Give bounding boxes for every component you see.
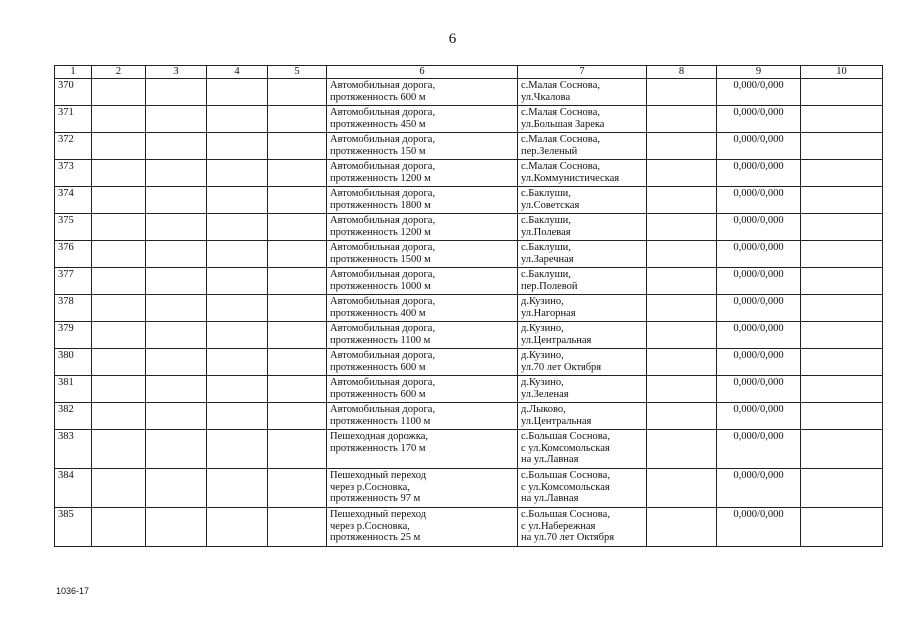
row-number-cell: 384	[55, 469, 92, 508]
empty-cell	[268, 214, 327, 241]
address-cell	[518, 403, 647, 430]
object-name-line: протяженность 450 м	[330, 118, 426, 130]
table-row	[55, 106, 883, 133]
empty-cell	[801, 349, 883, 376]
empty-cell	[207, 295, 268, 322]
empty-cell	[146, 214, 207, 241]
empty-cell	[207, 430, 268, 469]
empty-cell	[268, 295, 327, 322]
value-cell: 0,000/0,000	[717, 79, 801, 106]
object-name-cell	[327, 403, 518, 430]
address-line: д.Кузино,	[521, 377, 564, 388]
empty-cell	[647, 295, 717, 322]
table-row	[55, 430, 883, 469]
empty-cell	[268, 376, 327, 403]
address-cell	[518, 187, 647, 214]
empty-cell	[207, 322, 268, 349]
address-line: д.Кузино,	[521, 296, 564, 307]
address-line: ул.Коммунистическая	[521, 172, 620, 184]
object-name-line: протяженность 1500 м	[330, 253, 431, 265]
address-cell	[518, 376, 647, 403]
empty-cell	[207, 133, 268, 160]
empty-cell	[268, 430, 327, 469]
empty-cell	[268, 133, 327, 160]
table-body	[55, 79, 883, 547]
object-name-line: протяженность 1100 м	[330, 334, 431, 346]
address-line: ул.Центральная	[521, 415, 592, 427]
table-row	[55, 469, 883, 508]
object-name-line: через р.Сосновка,	[330, 481, 410, 493]
empty-cell	[146, 187, 207, 214]
page-number: 6	[448, 31, 457, 47]
empty-cell	[268, 160, 327, 187]
address-line: с.Баклуши,	[521, 269, 571, 280]
value-cell: 0,000/0,000	[717, 187, 801, 214]
row-number-cell: 379	[55, 322, 92, 349]
empty-cell	[801, 187, 883, 214]
empty-cell	[207, 214, 268, 241]
object-name-cell	[327, 469, 518, 508]
address-line: ул.Большая Зарека	[521, 118, 605, 130]
empty-cell	[146, 469, 207, 508]
empty-cell	[146, 160, 207, 187]
object-name-cell	[327, 508, 518, 547]
table-row	[55, 349, 883, 376]
table-row	[55, 214, 883, 241]
address-line: с.Большая Сосновa,	[521, 470, 610, 481]
object-name-line: протяженность 1000 м	[330, 280, 431, 292]
empty-cell	[647, 403, 717, 430]
address-line: ул.70 лет Октября	[521, 361, 602, 373]
empty-cell	[92, 133, 146, 160]
empty-cell	[92, 160, 146, 187]
row-number-cell: 376	[55, 241, 92, 268]
table-row	[55, 376, 883, 403]
object-name-line: протяженность 25 м	[330, 532, 421, 543]
row-number-cell: 373	[55, 160, 92, 187]
empty-cell	[268, 322, 327, 349]
address-line: ул.Центральная	[521, 334, 592, 346]
address-line: д.Лыково,	[521, 404, 566, 415]
empty-cell	[268, 268, 327, 295]
empty-cell	[801, 508, 883, 547]
empty-cell	[801, 403, 883, 430]
object-name-cell	[327, 187, 518, 214]
object-name-cell	[327, 106, 518, 133]
empty-cell	[146, 79, 207, 106]
empty-cell	[647, 430, 717, 469]
value-cell: 0,000/0,000	[717, 295, 801, 322]
empty-cell	[92, 508, 146, 547]
empty-cell	[92, 430, 146, 469]
table-row	[55, 133, 883, 160]
empty-cell	[207, 469, 268, 508]
address-line: ул.Советская	[521, 199, 580, 211]
address-line: с.Малая Сосновa,	[521, 107, 601, 118]
address-cell	[518, 133, 647, 160]
row-number-cell: 372	[55, 133, 92, 160]
object-name-line: Автомобильная дорога,	[330, 350, 436, 361]
empty-cell	[801, 79, 883, 106]
object-name-line: протяженность 1200 м	[330, 226, 431, 238]
row-number-cell: 374	[55, 187, 92, 214]
empty-cell	[92, 241, 146, 268]
table-row	[55, 322, 883, 349]
object-name-cell	[327, 430, 518, 469]
empty-cell	[146, 133, 207, 160]
empty-cell	[92, 376, 146, 403]
empty-cell	[801, 106, 883, 133]
empty-cell	[647, 133, 717, 160]
object-name-cell	[327, 133, 518, 160]
address-line: ул.Нагорная	[521, 307, 576, 319]
empty-cell	[92, 469, 146, 508]
object-name-line: Автомобильная дорога,	[330, 134, 436, 145]
object-name-line: протяженность 400 м	[330, 307, 426, 319]
address-line: с.Баклуши,	[521, 188, 571, 199]
row-number-cell: 380	[55, 349, 92, 376]
object-name-line: протяженность 170 м	[330, 442, 426, 454]
address-line: на ул.Лавная	[521, 493, 579, 504]
object-name-line: протяженность 1200 м	[330, 172, 431, 184]
empty-cell	[146, 241, 207, 268]
value-cell: 0,000/0,000	[717, 322, 801, 349]
row-number-cell: 382	[55, 403, 92, 430]
object-name-line: Автомобильная дорога,	[330, 107, 436, 118]
empty-cell	[647, 508, 717, 547]
empty-cell	[268, 106, 327, 133]
value-cell: 0,000/0,000	[717, 403, 801, 430]
object-name-line: протяженность 600 м	[330, 361, 426, 373]
empty-cell	[207, 187, 268, 214]
empty-cell	[801, 295, 883, 322]
table-row	[55, 79, 883, 106]
object-name-line: Автомобильная дорога,	[330, 269, 436, 280]
empty-cell	[801, 160, 883, 187]
value-cell: 0,000/0,000	[717, 106, 801, 133]
address-line: на ул.70 лет Октября	[521, 532, 615, 543]
empty-cell	[146, 268, 207, 295]
empty-cell	[268, 349, 327, 376]
empty-cell	[647, 268, 717, 295]
empty-cell	[207, 106, 268, 133]
column-header: 10	[801, 66, 883, 79]
value-cell: 0,000/0,000	[717, 160, 801, 187]
object-name-line: протяженность 1800 м	[330, 199, 431, 211]
column-header: 3	[146, 66, 207, 79]
object-name-line: Автомобильная дорога,	[330, 80, 436, 91]
address-cell	[518, 295, 647, 322]
table-row	[55, 268, 883, 295]
column-header: 9	[717, 66, 801, 79]
column-header: 1	[55, 66, 92, 79]
empty-cell	[207, 79, 268, 106]
address-cell	[518, 241, 647, 268]
table-row	[55, 160, 883, 187]
address-cell	[518, 469, 647, 508]
empty-cell	[146, 295, 207, 322]
address-line: с.Баклуши,	[521, 215, 571, 226]
column-header: 6	[327, 66, 518, 79]
object-name-cell	[327, 268, 518, 295]
empty-cell	[207, 508, 268, 547]
object-name-line: Пешеходный переход	[330, 509, 427, 520]
document-code: 1036-17	[56, 586, 90, 596]
empty-cell	[801, 268, 883, 295]
row-number-cell: 385	[55, 508, 92, 547]
empty-cell	[647, 79, 717, 106]
empty-cell	[801, 376, 883, 403]
empty-cell	[647, 376, 717, 403]
object-name-cell	[327, 376, 518, 403]
empty-cell	[801, 214, 883, 241]
address-line: д.Кузино,	[521, 350, 564, 361]
empty-cell	[207, 349, 268, 376]
address-line: с ул.Комсомольская	[521, 481, 610, 493]
object-name-line: Автомобильная дорога,	[330, 404, 436, 415]
column-header: 2	[92, 66, 146, 79]
empty-cell	[801, 469, 883, 508]
registry-table	[54, 65, 883, 547]
object-name-line: через р.Сосновка,	[330, 520, 410, 532]
empty-cell	[647, 160, 717, 187]
empty-cell	[268, 403, 327, 430]
address-line: ул.Полевая	[521, 226, 571, 238]
row-number-cell: 383	[55, 430, 92, 469]
address-cell	[518, 322, 647, 349]
value-cell: 0,000/0,000	[717, 376, 801, 403]
object-name-line: протяженность 97 м	[330, 493, 421, 504]
address-cell	[518, 268, 647, 295]
object-name-line: протяженность 150 м	[330, 145, 426, 157]
empty-cell	[146, 106, 207, 133]
row-number-cell: 375	[55, 214, 92, 241]
column-header: 4	[207, 66, 268, 79]
empty-cell	[647, 106, 717, 133]
empty-cell	[92, 268, 146, 295]
value-cell: 0,000/0,000	[717, 241, 801, 268]
header-row	[55, 66, 883, 79]
address-line: с ул.Набережная	[521, 520, 596, 532]
column-header: 8	[647, 66, 717, 79]
object-name-cell	[327, 79, 518, 106]
table-row	[55, 508, 883, 547]
row-number-cell: 381	[55, 376, 92, 403]
empty-cell	[647, 214, 717, 241]
address-line: с.Малая Сосновa,	[521, 134, 601, 145]
column-header: 7	[518, 66, 647, 79]
value-cell: 0,000/0,000	[717, 268, 801, 295]
object-name-line: Пешеходный переход	[330, 470, 427, 481]
empty-cell	[92, 106, 146, 133]
address-line: д.Кузино,	[521, 323, 564, 334]
object-name-line: Автомобильная дорога,	[330, 188, 436, 199]
empty-cell	[146, 376, 207, 403]
address-line: ул.Зеленая	[521, 388, 569, 400]
row-number-cell: 371	[55, 106, 92, 133]
table-row	[55, 187, 883, 214]
empty-cell	[647, 322, 717, 349]
empty-cell	[92, 214, 146, 241]
object-name-line: протяженность 1100 м	[330, 415, 431, 427]
empty-cell	[92, 295, 146, 322]
empty-cell	[268, 241, 327, 268]
value-cell: 0,000/0,000	[717, 214, 801, 241]
address-line: пер.Зеленый	[521, 145, 578, 157]
address-cell	[518, 79, 647, 106]
row-number-cell: 378	[55, 295, 92, 322]
address-cell	[518, 214, 647, 241]
empty-cell	[647, 469, 717, 508]
empty-cell	[801, 241, 883, 268]
address-line: с.Баклуши,	[521, 242, 571, 253]
address-cell	[518, 430, 647, 469]
address-cell	[518, 160, 647, 187]
object-name-cell	[327, 322, 518, 349]
empty-cell	[92, 403, 146, 430]
row-number-cell: 377	[55, 268, 92, 295]
address-line: с.Большая Сосновa,	[521, 509, 610, 520]
empty-cell	[801, 322, 883, 349]
empty-cell	[647, 241, 717, 268]
empty-cell	[146, 430, 207, 469]
column-header: 5	[268, 66, 327, 79]
address-line: с.Малая Сосновa,	[521, 80, 601, 91]
address-line: с.Малая Сосновa,	[521, 161, 601, 172]
object-name-line: Автомобильная дорога,	[330, 242, 436, 253]
object-name-line: Автомобильная дорога,	[330, 296, 436, 307]
empty-cell	[647, 349, 717, 376]
empty-cell	[207, 160, 268, 187]
address-line: с.Большая Сосновa,	[521, 431, 610, 442]
empty-cell	[207, 241, 268, 268]
table-row	[55, 295, 883, 322]
object-name-cell	[327, 295, 518, 322]
object-name-line: Автомобильная дорога,	[330, 323, 436, 334]
address-cell	[518, 106, 647, 133]
empty-cell	[92, 322, 146, 349]
empty-cell	[92, 187, 146, 214]
value-cell: 0,000/0,000	[717, 430, 801, 469]
address-cell	[518, 508, 647, 547]
object-name-cell	[327, 241, 518, 268]
object-name-cell	[327, 349, 518, 376]
empty-cell	[268, 469, 327, 508]
object-name-line: Пешеходная дорожка,	[330, 431, 429, 442]
row-number-cell: 370	[55, 79, 92, 106]
empty-cell	[801, 430, 883, 469]
empty-cell	[268, 79, 327, 106]
object-name-cell	[327, 160, 518, 187]
empty-cell	[268, 187, 327, 214]
empty-cell	[146, 508, 207, 547]
value-cell: 0,000/0,000	[717, 349, 801, 376]
address-line: с ул.Комсомольская	[521, 442, 610, 454]
object-name-line: протяженность 600 м	[330, 91, 426, 103]
address-line: ул.Заречная	[521, 253, 574, 265]
object-name-line: Автомобильная дорога,	[330, 215, 436, 226]
value-cell: 0,000/0,000	[717, 469, 801, 508]
empty-cell	[268, 508, 327, 547]
table-row	[55, 403, 883, 430]
value-cell: 0,000/0,000	[717, 508, 801, 547]
object-name-line: Автомобильная дорога,	[330, 161, 436, 172]
empty-cell	[146, 403, 207, 430]
empty-cell	[207, 268, 268, 295]
value-cell: 0,000/0,000	[717, 133, 801, 160]
address-line: на ул.Лавная	[521, 454, 579, 465]
table-row	[55, 241, 883, 268]
empty-cell	[146, 349, 207, 376]
empty-cell	[801, 133, 883, 160]
empty-cell	[647, 187, 717, 214]
object-name-line: Автомобильная дорога,	[330, 377, 436, 388]
object-name-cell	[327, 214, 518, 241]
address-line: пер.Полевой	[521, 280, 578, 292]
address-cell	[518, 349, 647, 376]
empty-cell	[207, 376, 268, 403]
empty-cell	[92, 79, 146, 106]
object-name-line: протяженность 600 м	[330, 388, 426, 400]
empty-cell	[146, 322, 207, 349]
empty-cell	[207, 403, 268, 430]
empty-cell	[92, 349, 146, 376]
address-line: ул.Чкалова	[521, 91, 571, 103]
